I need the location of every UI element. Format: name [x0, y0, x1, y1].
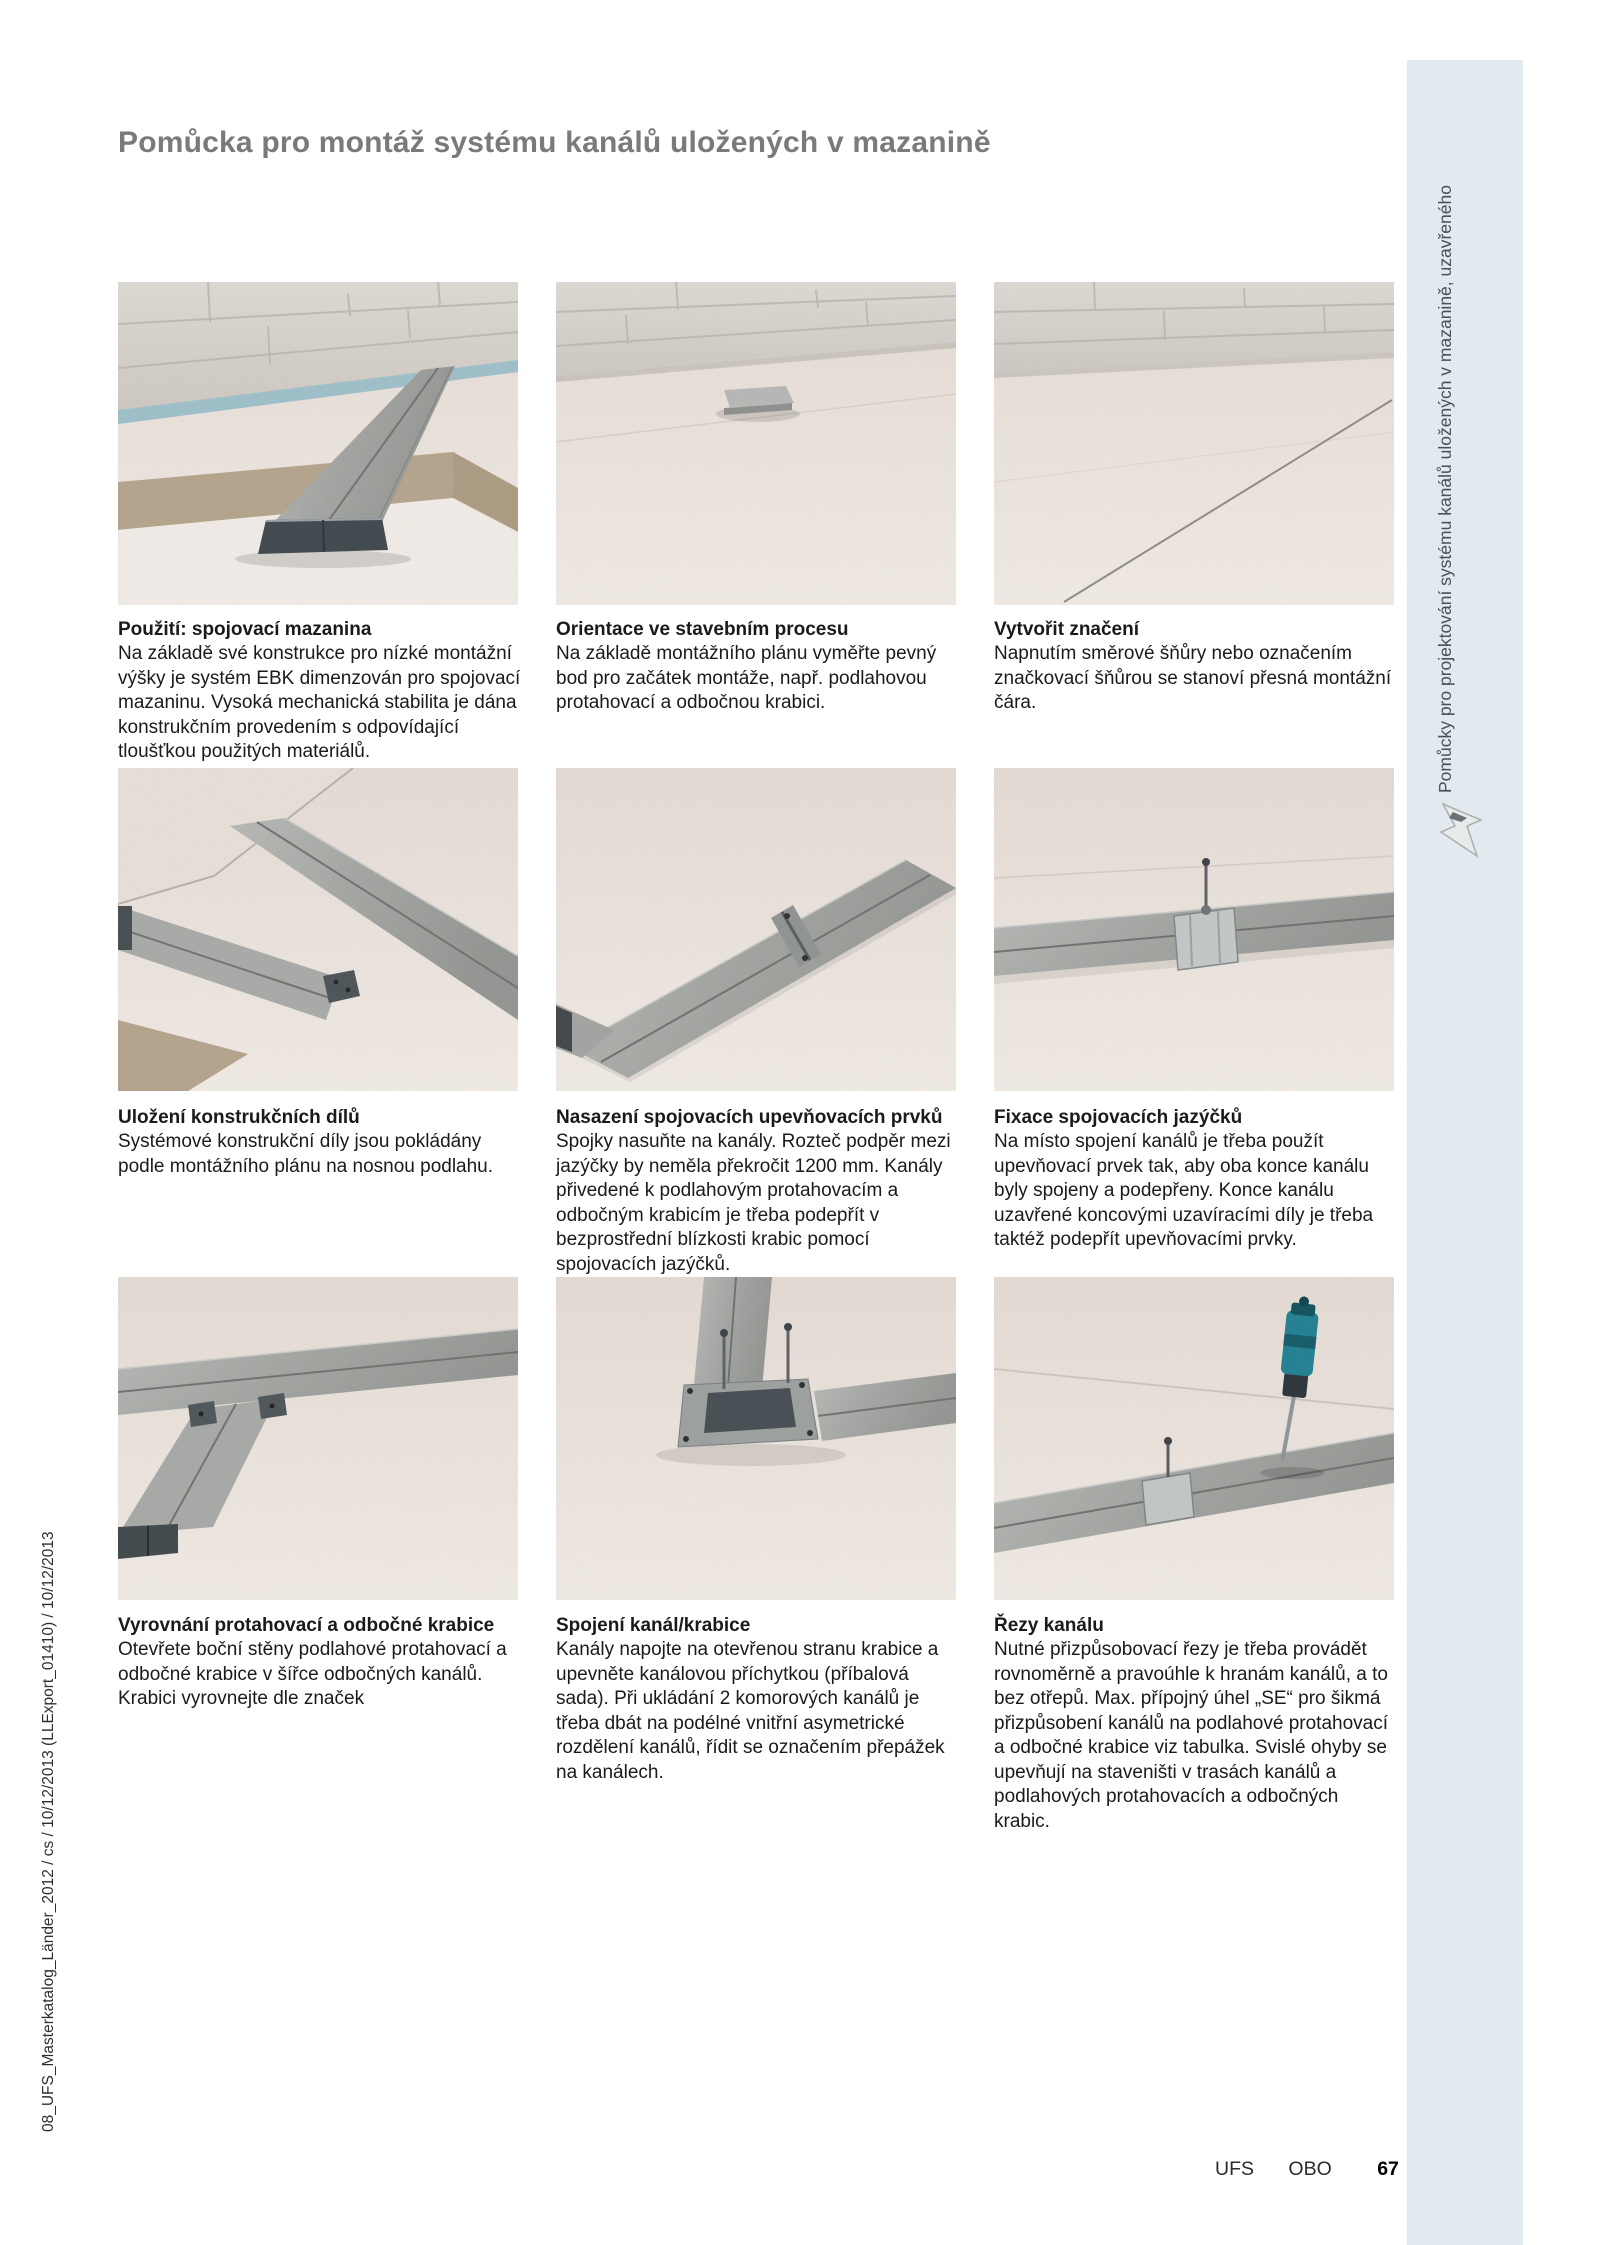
caption-heading: Uložení konstrukčních dílů — [118, 1107, 360, 1128]
photo-box-connection-illustration — [556, 1277, 956, 1600]
caption-block — [994, 1614, 1398, 1834]
footer-brand-obo: OBO — [1288, 2158, 1332, 2180]
caption-body: Systémové konstrukční díly jsou pokládány podle montážního plánu na nosnou podlahu. — [118, 1131, 494, 1177]
photo-connector-clip-illustration — [556, 768, 956, 1091]
caption-body: Napnutím směrové šňůry nebo označením značkovací šňůrou se stanoví přesná montážní čára. — [994, 643, 1392, 713]
arrow-icon — [1437, 800, 1487, 862]
photo-laying-parts — [118, 768, 518, 1091]
caption-body: Spojky nasuňte na kanály. Rozteč podpěr mezi jazýčky by neměla překročit 1200 mm. Kanály přivedené k podlahovým protahovacím a odbočným krabicím je třeba podepřít v bezprostřední blízkosti krabic pomocí spojovacích jazýčků. — [556, 1131, 951, 1275]
photo-junction — [118, 1277, 518, 1600]
caption-heading: Nasazení spojovacích upevňovacích prvků — [556, 1107, 943, 1128]
page-number: 67 — [1377, 2158, 1399, 2180]
photo-fixing-tab-illustration — [994, 768, 1394, 1091]
caption-block — [556, 618, 960, 716]
caption-body: Nutné přizpůsobovací řezy je třeba provádět rovnoměrně a pravoúhle k hranám kanálů, a to bez otřepů. Max. přípojný úhel „SE“ pro šikmá přizpůsobení kanálů na podlahové protahovací a odbočné krabice viz tabulka. Svislé ohyby se upevňují na staveništi v trasách kanálů a podlahových protahovacích a odbočných krabic. — [994, 1639, 1389, 1832]
caption-heading: Orientace ve stavebním procesu — [556, 619, 849, 640]
caption-body: Na základě montážního plánu vyměřte pevný bod pro začátek montáže, např. podlahovou protahovací a odbočnou krabici. — [556, 643, 937, 713]
photo-box-connection — [556, 1277, 956, 1600]
caption-heading: Vyrovnání protahovací a odbočné krabice — [118, 1615, 495, 1636]
caption-heading: Řezy kanálu — [994, 1615, 1104, 1636]
caption-body: Na základě své konstrukce pro nízké montážní výšky je systém EBK dimenzován pro spojovací mazaninu. Vysoká mechanická stabilita je dána konstrukčním provedením s odpovídající tloušťkou použitých materiálů. — [118, 643, 521, 762]
caption-body: Kanály napojte na otevřenou stranu krabice a upevněte kanálovou příchytkou (příbalová sada). Při ukládání 2 komorových kanálů je třeba dbát na podélné vnitřní asymetrické rozdělení kanálů, řídit se označením přepážek na kanálech. — [556, 1639, 945, 1783]
page-title: Pomůcka pro montáž systému kanálů uložených v mazanině — [118, 126, 991, 159]
caption-block — [994, 1106, 1398, 1253]
caption-block — [556, 1614, 960, 1785]
caption-body: Otevřete boční stěny podlahové protahovací a odbočné krabice v šířce odbočných kanálů. Krabici vyrovnejte dle značek — [118, 1639, 507, 1709]
footer — [1215, 2158, 1399, 2181]
caption-body: Na místo spojení kanálů je třeba použít upevňovací prvek tak, aby oba konce kanálu byly spojeny a podepřeny. Konce kanálu uzavřené koncovými uzavíracími díly je třeba taktéž podepřít upevňovacími prvky. — [994, 1131, 1374, 1250]
side-tab — [1407, 60, 1523, 2245]
photo-cutting-illustration — [994, 1277, 1394, 1600]
photo-screed-duct — [118, 282, 518, 605]
photo-cutting — [994, 1277, 1394, 1600]
footer-brand-ufs: UFS — [1215, 2158, 1254, 2180]
photo-screed-duct-illustration — [118, 282, 518, 605]
caption-block — [556, 1106, 960, 1277]
caption-heading: Použití: spojovací mazanina — [118, 619, 372, 640]
photo-chalk-line-illustration — [994, 282, 1394, 605]
photo-connector-clip — [556, 768, 956, 1091]
photo-laying-parts-illustration — [118, 768, 518, 1091]
photo-junction-illustration — [118, 1277, 518, 1600]
caption-block — [994, 618, 1398, 716]
caption-heading: Fixace spojovacích jazýčků — [994, 1107, 1243, 1128]
photo-fixed-point-illustration — [556, 282, 956, 605]
photo-fixing-tab — [994, 768, 1394, 1091]
side-tab-label: Pomůcky pro projektování systému kanálů uložených v mazanině, uzavřeného — [1435, 185, 1455, 793]
caption-block — [118, 1614, 522, 1712]
photo-fixed-point — [556, 282, 956, 605]
caption-block — [118, 1106, 522, 1179]
photo-chalk-line — [994, 282, 1394, 605]
caption-block — [118, 618, 522, 765]
caption-heading: Vytvořit značení — [994, 619, 1140, 640]
doc-note: 08_UFS_Masterkatalog_Länder_2012 / cs / 10/12/2013 (LLExport_01410) / 10/12/2013 — [40, 1531, 57, 2132]
caption-heading: Spojení kanál/krabice — [556, 1615, 751, 1636]
